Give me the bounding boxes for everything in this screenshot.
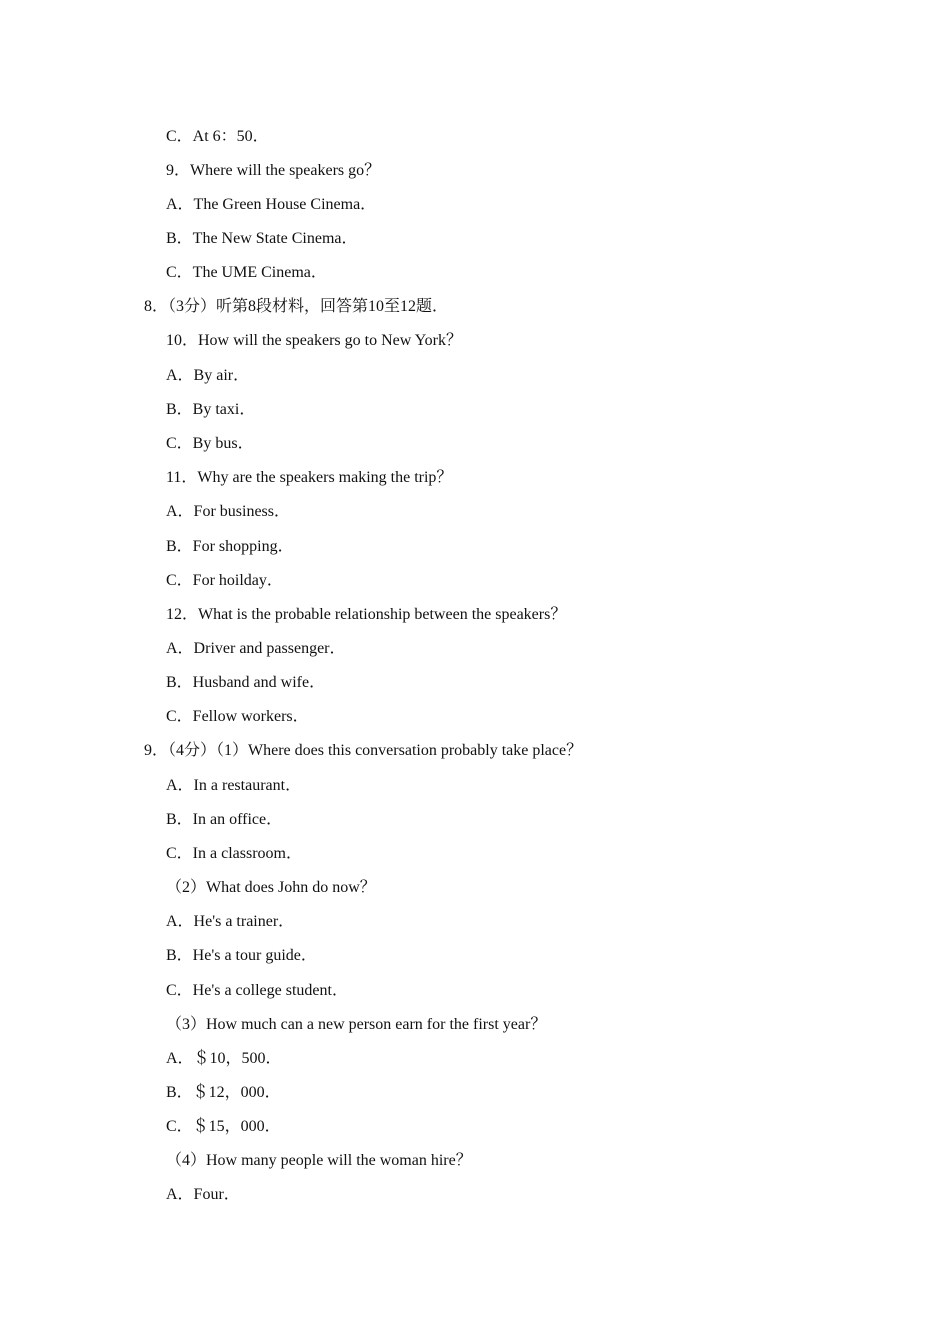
sub-question-3: （3）How much can a new person earn for the first year？	[166, 1016, 547, 1033]
option-a-sub2: A．He's a trainer．	[166, 913, 295, 930]
option-c-sub2: C．He's a college student．	[166, 982, 348, 999]
section-9-question-1: 9．（4分）（1）Where does this conversation probably take place？	[144, 742, 583, 759]
option-a-q11: A．For business．	[166, 503, 291, 520]
sub-question-4: （4）How many people will the woman hire？	[166, 1152, 472, 1169]
option-b-q11: B．For shopping．	[166, 538, 294, 555]
option-b-q9: B．The New State Cinema．	[166, 230, 358, 247]
question-10: 10．How will the speakers go to New York？	[166, 332, 462, 349]
option-b-q10: B．By taxi．	[166, 401, 256, 418]
option-a-q9: A．The Green House Cinema．	[166, 196, 377, 213]
question-9: 9．Where will the speakers go？	[166, 162, 381, 179]
option-a-sub4: A．Four．	[166, 1186, 240, 1203]
sub-question-2: （2）What does John do now？	[166, 879, 376, 896]
option-a-q12: A．Driver and passenger．	[166, 640, 346, 657]
option-c-q10: C．By bus．	[166, 435, 254, 452]
option-c-q8: C．At 6：50．	[166, 128, 269, 145]
option-a-sub1: A．In a restaurant．	[166, 777, 302, 794]
option-b-sub1: B．In an office．	[166, 811, 283, 828]
option-c-sub3: C．＄15，000．	[166, 1118, 281, 1135]
option-c-sub1: C．In a classroom．	[166, 845, 302, 862]
section-8-heading: 8．（3分）听第8段材料，回答第10至12题．	[144, 298, 449, 315]
option-a-sub3: A．＄10，500．	[166, 1050, 282, 1067]
option-c-q11: C．For hoilday．	[166, 572, 283, 589]
option-c-q12: C．Fellow workers．	[166, 708, 309, 725]
option-a-q10: A．By air．	[166, 367, 250, 384]
option-b-sub3: B．＄12，000．	[166, 1084, 281, 1101]
option-b-sub2: B．He's a tour guide．	[166, 947, 317, 964]
option-c-q9: C．The UME Cinema．	[166, 264, 327, 281]
option-b-q12: B．Husband and wife．	[166, 674, 326, 691]
question-12: 12．What is the probable relationship between the speakers？	[166, 606, 567, 623]
question-11: 11．Why are the speakers making the trip？	[166, 469, 453, 486]
